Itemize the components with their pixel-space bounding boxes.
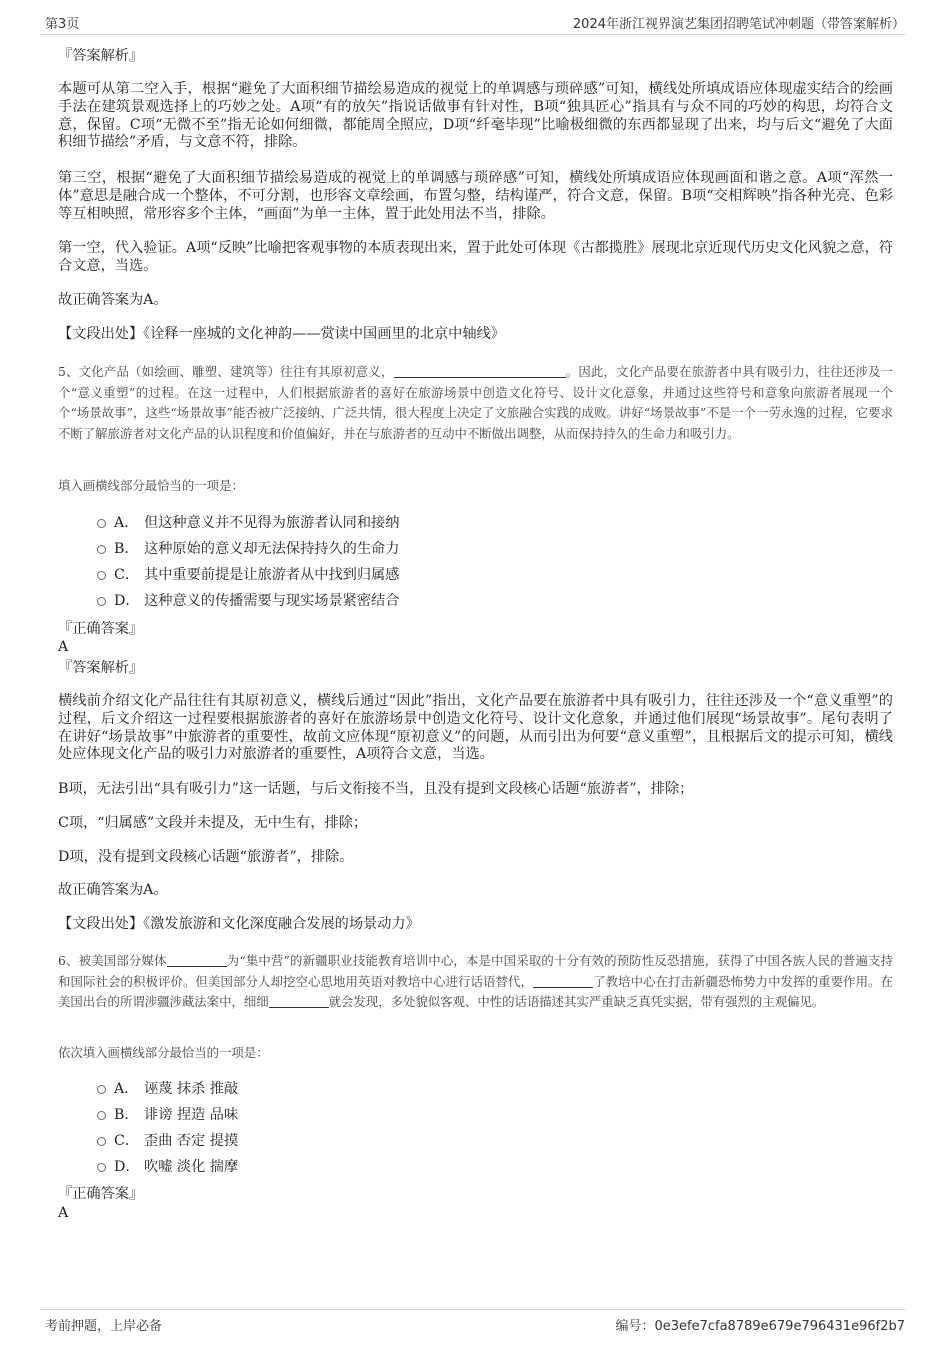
- q5-stem-part-2: 。因此，文化产品要在旅游者中具有吸引力，往往还涉及一个“意义重塑”的过程。在这一过程中，人们根据旅游者的喜好在旅游场景中创造文化符号、设计文化意象，并通过这些符号和意象向旅游者展现一个个“场景故事”，这些“场景故事”能否被广泛接纳、广泛共情，很大程度上决定了文旅融合实践的成败。讲好“场景故事”不是一个一劳永逸的过程，它要求不断了解旅游者对文化产品的认识程度和价值偏好，并在与旅游者的互动中不断做出调整，从而保持持久的生命力和吸引力。: [58, 364, 893, 441]
- q4-analysis-label: 『答案解析』: [58, 48, 144, 64]
- q4-analysis-paragraph-2: 第三空，根据“避免了大面积细节描绘易造成的视觉上的单调感与琐碎感”可知，横线处所填成语应体现画面和谐之意。A项“浑然一体”意思是融合成一个整体，不可分割，也形容文章绘画，布置匀整，结构谨严，符合文意，保留。B项“交相辉映”指各种光亮、色彩等互相映照，常形容多个主体，“画面”为单一主体，置于此处用法不当，排除。: [58, 170, 893, 222]
- radio-icon[interactable]: [97, 597, 106, 606]
- q5-option-b[interactable]: B． 这种原始的意义却无法保持持久的生命力: [97, 540, 797, 558]
- q6-blank-1: [167, 954, 227, 967]
- q5-prompt: 填入画横线部分最恰当的一项是：: [58, 478, 244, 493]
- q5-answer: A: [58, 639, 69, 655]
- q5-option-d[interactable]: D． 这种意义的传播需要与现实场景紧密结合: [97, 592, 797, 610]
- q6-option-c[interactable]: C． 歪曲 否定 提摸: [97, 1132, 797, 1150]
- radio-icon[interactable]: [97, 545, 106, 554]
- document-id: 编号：0e3efe7cfa8789e679e796431e96f2b7: [615, 1319, 905, 1334]
- q6-stem-part-3: 了教培中心在打击新疆恐怖势力中发挥的重要作用。在美国出台的所谓涉疆涉藏法案中，细细: [58, 973, 893, 1009]
- q5-option-c[interactable]: C． 其中重要前提是让旅游者从中找到归属感: [97, 566, 797, 584]
- q5-answer-label: 『正确答案』: [58, 621, 144, 637]
- q5-analysis-paragraph-4: D项，没有提到文段核心话题“旅游者”，排除。: [58, 849, 354, 865]
- q4-conclusion: 故正确答案为A。: [58, 292, 168, 308]
- radio-icon[interactable]: [97, 571, 106, 580]
- radio-icon[interactable]: [97, 1137, 106, 1146]
- q6-stem-part-2: 为“集中营”的新疆职业技能教育培训中心，本是中国采取的十分有效的预防性反恐措施，获得了中国各族人民的普遍支持和国际社会的积极评价。但美国部分人却挖空心思地用英语对教培中心进行话语替代，: [58, 953, 894, 989]
- q5-source: 【文段出处】《激发旅游和文化深度融合发展的场景动力》: [58, 916, 420, 932]
- q4-source: 【文段出处】《诠释一座城的文化神韵——赏读中国画里的北京中轴线》: [58, 326, 505, 342]
- radio-icon[interactable]: [97, 1085, 106, 1094]
- q5-conclusion: 故正确答案为A。: [58, 882, 168, 898]
- page-header: [40, 10, 905, 35]
- q6-answer: A: [58, 1205, 69, 1221]
- q6-stem-part-1: 6、被美国部分媒体: [58, 953, 167, 968]
- radio-icon[interactable]: [97, 1111, 106, 1120]
- footer-slogan: 考前押题，上岸必备: [45, 1319, 163, 1334]
- q6-blank-2: [533, 975, 593, 988]
- q6-option-a[interactable]: A． 诬蔑 抹杀 推敲: [97, 1080, 797, 1098]
- q5-analysis-paragraph-3: C项，“归属感”文段并未提及，无中生有，排除；: [58, 815, 368, 831]
- radio-icon[interactable]: [97, 519, 106, 528]
- q6-answer-label: 『正确答案』: [58, 1186, 144, 1202]
- q6-blank-3: [269, 995, 329, 1008]
- page-footer: [40, 1309, 905, 1338]
- q5-analysis-label: 『答案解析』: [58, 660, 144, 676]
- q4-analysis-paragraph-3: 第一空，代入验证。A项“反映”比喻把客观事物的本质表现出来，置于此处可体现《古都揽胜》展现北京近现代历史文化风貌之意，符合文意，当选。: [58, 240, 893, 274]
- q5-analysis-paragraph-2: B项，无法引出“具有吸引力”这一话题，与后文衔接不当，且没有提到文段核心话题“旅游者”，排除；: [58, 781, 694, 797]
- q4-analysis-paragraph-1: 本题可从第二空入手，根据“避免了大面积细节描绘易造成的视觉上的单调感与琐碎感”可知，横线处所填成语应体现虚实结合的绘画手法在建筑景观选择上的巧妙之处。A项“有的放矢”指说话做事有针对性，B项“独具匠心”指具有与众不同的巧妙的构思，均符合文意，保留。C项“无微不至”指无论如何细微，都能周全照应，D项“纤毫毕现”比喻极细微的东西都显现了出来，均与后文“避免了大面积细节描绘”矛盾，与文意不符，排除。: [58, 81, 893, 151]
- radio-icon[interactable]: [97, 1163, 106, 1172]
- page-number: 第3页: [45, 17, 80, 32]
- q5-analysis-paragraph-1: 横线前介绍文化产品往往有其原初意义，横线后通过“因此”指出，文化产品要在旅游者中具有吸引力，往往还涉及一个“意义重塑”的过程，后文介绍这一过程要根据旅游者的喜好在旅游场景中创造文化符号、设计文化意象，并通过他们展现“场景故事”。尾句表明了在讲好“场景故事”中旅游者的重要性，故前文应体现“原初意义”的问题，从而引出为何要“意义重塑”，且根据后文的提示可知，横线处应体现文化产品的吸引力对旅游者的重要性，A项符合文意，当选。: [58, 693, 893, 763]
- q6-prompt: 依次填入画横线部分最恰当的一项是：: [58, 1045, 269, 1060]
- q5-stem-part-1: 5、文化产品（如绘画、雕塑、建筑等）往往有其原初意义，: [58, 364, 394, 379]
- q5-stem: [58, 362, 893, 444]
- q6-option-d[interactable]: D． 吹嘘 淡化 揣摩: [97, 1158, 797, 1176]
- q6-option-b[interactable]: B． 诽谤 捏造 品味: [97, 1106, 797, 1124]
- q6-stem-part-4: 就会发现，多处貌似客观、中性的话语描述其实严重缺乏真凭实据，带有强烈的主观偏见。: [328, 994, 825, 1009]
- q5-blank: [394, 365, 566, 378]
- document-title: 2024年浙江视界演艺集团招聘笔试冲刺题（带答案解析）: [572, 17, 905, 32]
- q6-stem: [58, 951, 893, 1013]
- q5-option-a[interactable]: A． 但这种意义并不见得为旅游者认同和接纳: [97, 514, 797, 532]
